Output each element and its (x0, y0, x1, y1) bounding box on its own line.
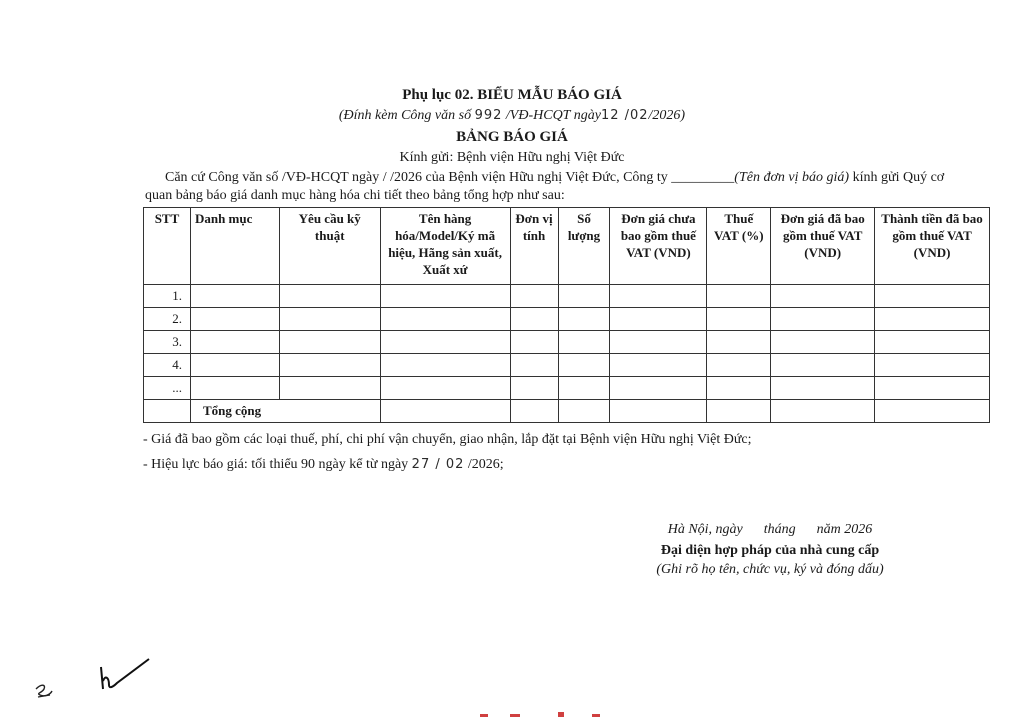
signature-place-date: Hà Nội, ngày tháng năm 2026 (667, 522, 873, 537)
signature-instruction: (Ghi rõ họ tên, chức vụ, ký và đóng dấu) (656, 562, 884, 577)
header-product-name: Tên hàng hóa/Model/Ký mã hiệu, Hãng sản xuất, Xuất xứ (380, 208, 510, 285)
table-cell[interactable] (558, 377, 610, 400)
total-label: Tổng cộng (190, 400, 380, 423)
initial-mark-icon (32, 675, 62, 701)
table-cell[interactable] (190, 331, 279, 354)
table-cell[interactable] (510, 354, 558, 377)
table-header-row (144, 208, 990, 285)
table-cell[interactable] (610, 331, 707, 354)
row-stt: 3. (144, 331, 191, 354)
total-row (144, 400, 990, 423)
table-cell[interactable] (190, 308, 279, 331)
table-cell[interactable] (510, 331, 558, 354)
table-cell[interactable] (510, 400, 558, 423)
table-cell[interactable] (380, 331, 510, 354)
note-validity-prefix: - Hiệu lực báo giá: tối thiểu 90 ngày kể từ ngày (143, 457, 412, 472)
table-cell[interactable] (380, 354, 510, 377)
table-cell[interactable] (771, 285, 875, 308)
table-cell[interactable] (279, 331, 380, 354)
appendix-subtitle (0, 108, 1024, 124)
table-cell[interactable] (190, 377, 279, 400)
table-cell[interactable] (279, 354, 380, 377)
red-mark (558, 712, 564, 717)
table-cell[interactable] (279, 377, 380, 400)
row-stt: ... (144, 377, 191, 400)
table-cell[interactable] (510, 285, 558, 308)
table-cell[interactable] (875, 331, 990, 354)
intro-paragraph (145, 169, 970, 205)
table-cell[interactable] (510, 308, 558, 331)
edge-marks (480, 712, 620, 722)
intro-tail: kính gửi Quý cơ quan bảng báo giá danh mục hàng hóa chi tiết theo bảng tổng hợp như sau: (145, 170, 945, 203)
table-cell[interactable] (771, 377, 875, 400)
table-cell[interactable] (558, 400, 610, 423)
table-cell[interactable] (558, 354, 610, 377)
row-stt: 2. (144, 308, 191, 331)
intro-italic: (Tên đơn vị báo giá) (734, 170, 850, 185)
header-total-incl-vat: Thành tiền đã bao gồm thuế VAT (VND) (875, 208, 990, 285)
table-cell[interactable] (558, 308, 610, 331)
table-cell[interactable] (875, 308, 990, 331)
signature-scribble-icon (95, 655, 155, 695)
table-cell[interactable] (380, 308, 510, 331)
table-cell[interactable] (558, 285, 610, 308)
header-quantity: Số lượng (558, 208, 610, 285)
red-mark (592, 714, 600, 717)
table-cell (144, 400, 191, 423)
table-cell[interactable] (610, 285, 707, 308)
document-heading: BẢNG BÁO GIÁ (456, 129, 568, 145)
subtitle-handwritten-number: 992 (474, 108, 503, 123)
table-cell[interactable] (190, 354, 279, 377)
red-mark (510, 714, 520, 717)
table-cell[interactable] (610, 354, 707, 377)
red-mark (480, 714, 488, 717)
table-cell[interactable] (707, 285, 771, 308)
header-stt: STT (144, 208, 191, 285)
table-cell[interactable] (771, 308, 875, 331)
table-cell[interactable] (610, 308, 707, 331)
header-unit-price-incl-vat: Đơn giá đã bao gồm thuế VAT (VND) (771, 208, 875, 285)
table-cell[interactable] (380, 377, 510, 400)
table-cell[interactable] (771, 354, 875, 377)
table-cell[interactable] (875, 285, 990, 308)
subtitle-handwritten-date: 12 /02 (600, 108, 649, 123)
row-stt: 1. (144, 285, 191, 308)
table-cell[interactable] (875, 377, 990, 400)
note-validity-suffix: /2026; (464, 457, 504, 472)
header-vat-rate: Thuế VAT (%) (707, 208, 771, 285)
note-price-inclusions: - Giá đã bao gồm các loại thuế, phí, chi phí vận chuyển, giao nhận, lắp đặt tại Bệnh viện Hữu nghị Việt Đức; (143, 432, 752, 447)
table-cell[interactable] (380, 285, 510, 308)
table-cell[interactable] (707, 308, 771, 331)
subtitle-suffix: /2026) (648, 108, 686, 123)
table-cell[interactable] (610, 400, 707, 423)
table-cell[interactable] (279, 308, 380, 331)
header-unit-price-excl-vat: Đơn giá chưa bao gồm thuế VAT (VND) (610, 208, 707, 285)
table-row (144, 285, 990, 308)
signature-title: Đại diện hợp pháp của nhà cung cấp (660, 543, 880, 558)
appendix-title: Phụ lục 02. BIỂU MẪU BÁO GIÁ (402, 87, 622, 103)
table-cell[interactable] (279, 285, 380, 308)
table-cell[interactable] (875, 354, 990, 377)
note-validity-handwritten-date: 27 / 02 (411, 457, 465, 472)
header-category: Danh mục (190, 208, 279, 285)
table-cell[interactable] (707, 400, 771, 423)
row-stt: 4. (144, 354, 191, 377)
intro-plain: Căn cứ Công văn số /VĐ-HCQT ngày / /2026 của Bệnh viện Hữu nghị Việt Đức, Công ty _________ (165, 170, 735, 185)
table-row (144, 354, 990, 377)
subtitle-mid: /VĐ-HCQT ngày (502, 108, 601, 123)
subtitle-prefix: (Đính kèm Công văn số (338, 108, 475, 123)
table-row (144, 331, 990, 354)
table-cell[interactable] (510, 377, 558, 400)
table-cell[interactable] (875, 400, 990, 423)
table-cell[interactable] (610, 377, 707, 400)
header-technical-requirements: Yêu cầu kỹ thuật (279, 208, 380, 285)
quotation-table (143, 207, 990, 423)
header-unit: Đơn vị tính (510, 208, 558, 285)
table-cell[interactable] (771, 400, 875, 423)
table-row (144, 308, 990, 331)
table-cell[interactable] (190, 285, 279, 308)
table-cell[interactable] (707, 354, 771, 377)
table-cell[interactable] (707, 331, 771, 354)
addressee: Kính gửi: Bệnh viện Hữu nghị Việt Đức (399, 150, 625, 165)
table-cell[interactable] (707, 377, 771, 400)
note-validity (143, 457, 504, 473)
table-row (144, 377, 990, 400)
table-cell[interactable] (380, 400, 510, 423)
table-cell[interactable] (558, 331, 610, 354)
table-cell[interactable] (771, 331, 875, 354)
